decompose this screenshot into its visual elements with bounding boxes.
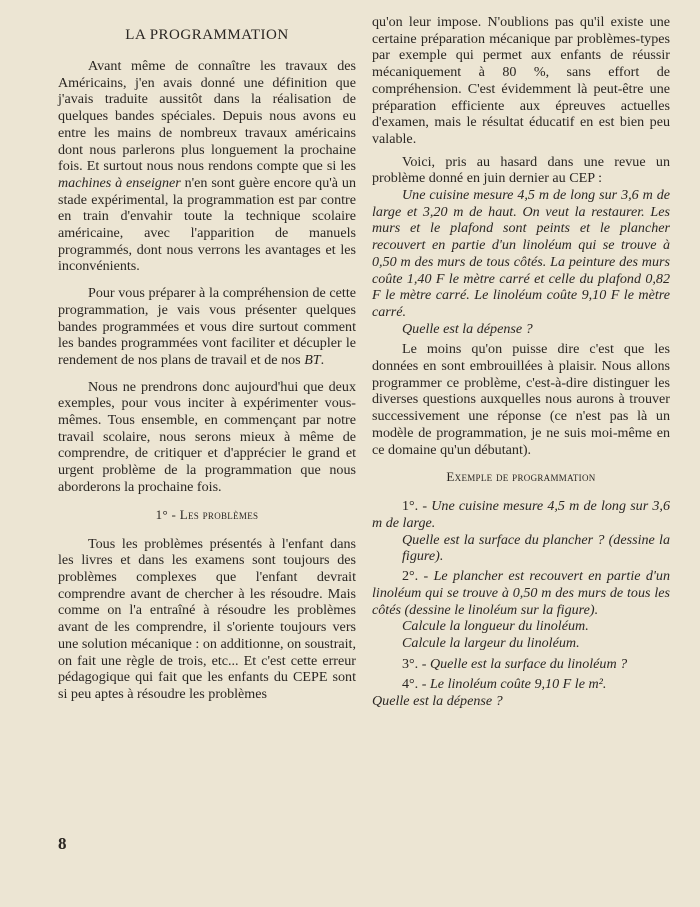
page-number: 8 bbox=[58, 834, 67, 853]
right-column bbox=[372, 14, 670, 710]
step-2: 2°. - Le plancher est recouvert en partie d'un linoléum qui se trouve à 0,50 m des murs de tous les côtés (dessine le linoléum sur la figure). bbox=[372, 568, 670, 618]
page-title: LA PROGRAMMATION bbox=[125, 27, 289, 43]
paragraph-continuation: qu'on leur impose. N'oublions pas qu'il existe une certaine préparation mécanique par problèmes-types par exemple qui permet aux enfants de réussir mécaniquement à 80 %, sans effort de compréhension. C'est évidemment là peut-être une préparation efficiente aux épreuves actuelles d'examen, mais le résultat éducatif en est bien peu valable. bbox=[372, 14, 670, 147]
paragraph-examples: Nous ne prendrons donc aujourd'hui que deux exemples, pour vous inciter à expérimenter vous-mêmes. Tous ensemble, en commençant par notre travail scolaire, nous serons mieux à même de comprendre, de critiquer et d'apprécier le grand et urgent problème de la programmation que nous aborderons la prochaine fois. bbox=[58, 378, 356, 495]
emphasis-machines: machines à enseigner bbox=[58, 174, 181, 191]
section-heading-example: Exemple de programmation bbox=[446, 469, 596, 485]
section-heading-problems: 1° - Les problèmes bbox=[155, 506, 259, 522]
paragraph-voici: Voici, pris au hasard dans une revue un problème donné en juin dernier au CEP : bbox=[372, 153, 670, 187]
step-3: 3°. - Quelle est la surface du linoléum ? bbox=[402, 655, 628, 672]
step-4: 4°. - Le linoléum coûte 9,10 F le m². bbox=[402, 676, 607, 693]
paragraph-preparation: Pour vous préparer à la compréhension de cette programmation, je vais vous présenter quelques bandes programmées et vous dire surtout comment les bandes programmées vont faciliter et décupler le rendement de nos plans de travail et de nos BT. bbox=[58, 285, 356, 368]
step-4-question: Quelle est la dépense ? bbox=[372, 693, 503, 710]
step-1-question: Quelle est la surface du plancher ? (dessine la figure). bbox=[402, 531, 670, 565]
problem-question: Quelle est la dépense ? bbox=[402, 320, 533, 337]
problem-statement: Une cuisine mesure 4,5 m de long sur 3,6 m de large et 3,20 m de haut. On veut la restaurer. Les murs et le plafond sont peints et le plancher recouvert en partie d'un linoléum qui se trouve à 0,50 m des murs de tous côtés. La peinture des murs coûte 1,40 F le mètre carré et celle du plafond 0,82 F le mètre carré. Le linoléum coûte 9,10 F le mètre carré. bbox=[372, 187, 670, 320]
step-1: 1°. - Une cuisine mesure 4,5 m de long sur 3,6 m de large. bbox=[372, 498, 670, 531]
step-2-question-width: Calcule la largeur du linoléum. bbox=[402, 634, 580, 651]
paragraph-intro: Avant même de connaître les travaux des Américains, j'en avais donné une définition que j'avais traduite aussitôt dans la réalisation de quelques bandes spéciales. Depuis nous avons eu entre les mains de nombreux travaux américains dont nous parlerons plus longuement la prochaine fois. Et surtout nous nous rendons compte que si les machines à enseigner n'en sont guère encore qu'à un stade expérimental, la programmation est par contre en train d'envahir toute la technique scolaire américaine, avec l'apparition de manuels programmés, dont nous verrons les avantages et les inconvénients. bbox=[58, 58, 356, 275]
paragraph-problems: Tous les problèmes présentés à l'enfant dans les livres et dans les examens sont toujours des problèmes complexes que l'enfant devrait comprendre avant de chercher à les résoudre. Mais comme on l'a entraîné à résoudre les problèmes avant de les comprendre, il s'oriente toujours vers une solution mécanique : on additionne, on soustrait, on fait une règle de trois, etc... Et c'est cette erreur pédagogique qui fait que les enfants du CEPE sont si peu aptes à résoudre les problèmes bbox=[58, 535, 356, 702]
left-column bbox=[58, 14, 356, 703]
emphasis-bt: BT bbox=[304, 351, 321, 368]
step-2-question-length: Calcule la longueur du linoléum. bbox=[402, 618, 589, 635]
paragraph-commentary: Le moins qu'on puisse dire c'est que les données en sont embrouillées à plaisir. Nous allons programmer ce problème, c'est-à-dire distinguer les diverses questions auxquelles nous aurons à trouver successivement une réponse (ce n'est pas là un modèle de programmation, je ne suis moi-même en ce domaine qu'un débutant). bbox=[372, 341, 670, 458]
